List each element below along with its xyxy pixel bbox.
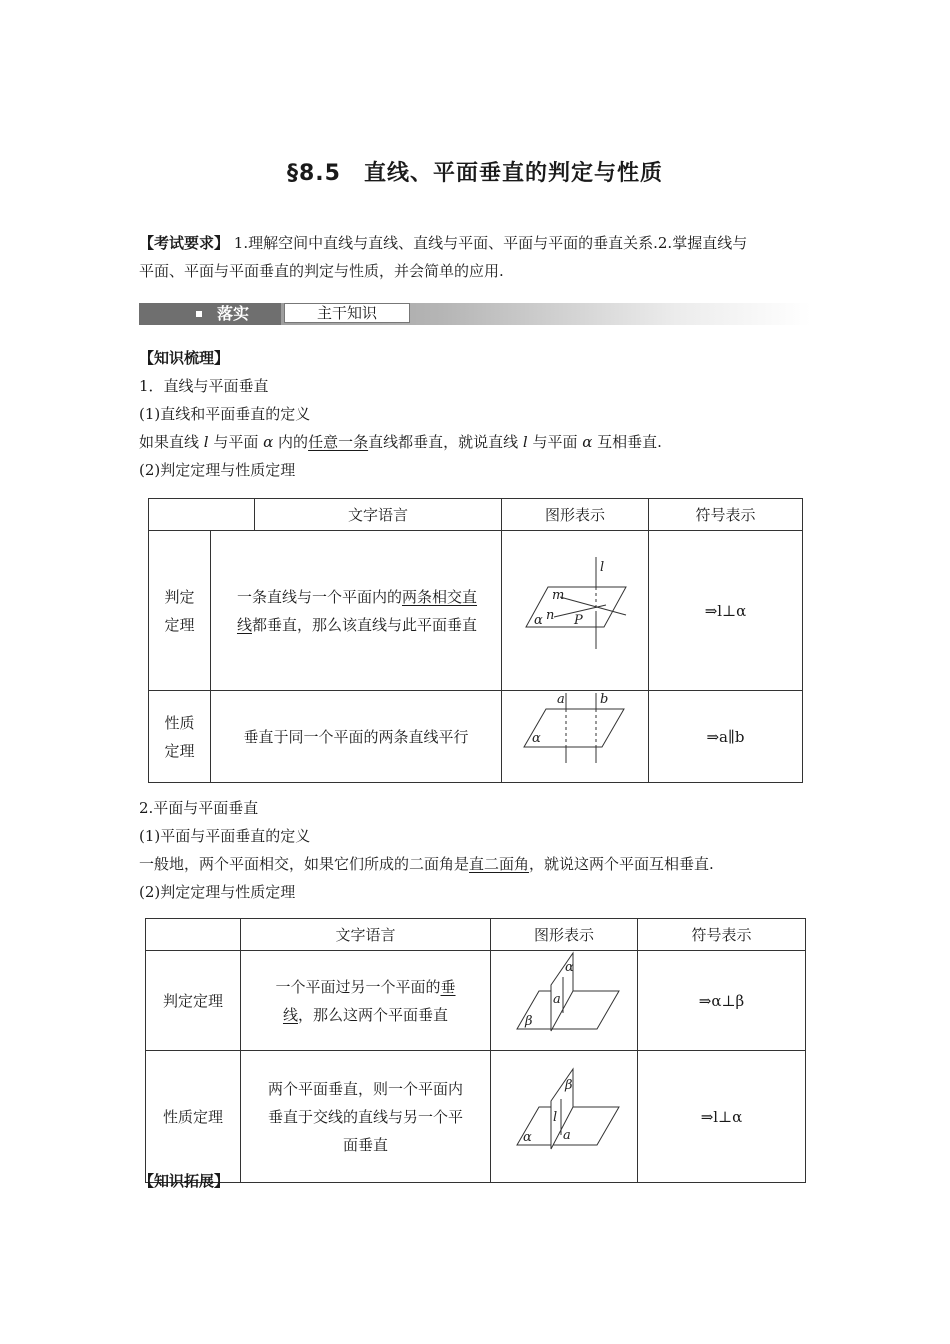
row-name: 性质定理 bbox=[146, 1051, 241, 1183]
svg-text:l: l bbox=[553, 1110, 558, 1125]
plane-plane-property-figure bbox=[491, 1051, 638, 1173]
svg-text:α: α bbox=[532, 731, 541, 746]
section-banner bbox=[139, 301, 811, 327]
requirements-label: 【考试要求】 bbox=[139, 234, 230, 252]
section-1 bbox=[139, 344, 819, 484]
header-symbol: 符号表示 bbox=[638, 919, 806, 951]
header-symbol: 符号表示 bbox=[649, 499, 803, 531]
row-figure bbox=[491, 1051, 638, 1183]
svg-text:β: β bbox=[565, 1078, 573, 1093]
keyword-any-one: 任意一条 bbox=[308, 433, 369, 451]
svg-text:a: a bbox=[553, 992, 561, 1007]
row-text: 两个平面垂直，则一个平面内 垂直于交线的直线与另一个平 面垂直 bbox=[241, 1051, 491, 1183]
row-symbol: ⇒α⊥β bbox=[638, 951, 806, 1051]
svg-text:α: α bbox=[534, 613, 543, 628]
row-figure bbox=[502, 691, 649, 783]
banner-dark-block bbox=[139, 303, 281, 325]
row-figure bbox=[491, 951, 638, 1051]
parallel-lines-figure bbox=[502, 691, 649, 773]
table-line-plane bbox=[148, 498, 803, 783]
requirements-line1: 1.理解空间中直线与直线、直线与平面、平面与平面的垂直关系.2.掌握直线与 bbox=[233, 234, 748, 252]
svg-text:α: α bbox=[565, 960, 574, 975]
definition-2: 一般地，两个平面相交，如果它们所成的二面角是直二面角，就说这两个平面互相垂直. bbox=[139, 855, 714, 873]
section-1-1-heading: (1)直线和平面垂直的定义 bbox=[139, 405, 311, 423]
plane-plane-judgement-figure bbox=[491, 951, 638, 1041]
keyword-right-dihedral: 直二面角 bbox=[469, 855, 530, 873]
extension-heading: 【知识拓展】 bbox=[139, 1172, 230, 1190]
header-figure: 图形表示 bbox=[491, 919, 638, 951]
svg-text:α: α bbox=[523, 1130, 532, 1145]
section-2-1-heading: (1)平面与平面垂直的定义 bbox=[139, 827, 311, 845]
banner-label-2: 主干知识 bbox=[284, 303, 410, 323]
table-header-row bbox=[146, 919, 806, 951]
table-row bbox=[146, 951, 806, 1051]
table-header-row bbox=[149, 499, 803, 531]
header-figure: 图形表示 bbox=[502, 499, 649, 531]
section-2-heading: 2.平面与平面垂直 bbox=[139, 799, 259, 817]
row-name: 判定 定理 bbox=[149, 531, 211, 691]
banner-label-1: 落实 bbox=[217, 304, 250, 323]
section-1-heading: 1．直线与平面垂直 bbox=[139, 377, 269, 395]
svg-text:a: a bbox=[563, 1128, 571, 1143]
exam-requirements bbox=[139, 229, 819, 285]
row-symbol: ⇒a∥b bbox=[649, 691, 803, 783]
table-row bbox=[149, 531, 803, 691]
section-2-2-heading: (2)判定定理与性质定理 bbox=[139, 883, 296, 901]
requirements-line2: 平面、平面与平面垂直的判定与性质，并会简单的应用. bbox=[139, 262, 504, 280]
svg-text:l: l bbox=[600, 560, 605, 575]
page-title: §8.5 直线、平面垂直的判定与性质 bbox=[287, 161, 663, 186]
row-text: 垂直于同一个平面的两条直线平行 bbox=[211, 691, 502, 783]
row-text: 一条直线与一个平面内的两条相交直 线都垂直，那么该直线与此平面垂直 bbox=[211, 531, 502, 691]
section-2 bbox=[139, 794, 819, 906]
svg-text:b: b bbox=[600, 692, 609, 707]
row-name: 判定定理 bbox=[146, 951, 241, 1051]
svg-text:β: β bbox=[525, 1014, 533, 1029]
definition-1: 如果直线 l 与平面 α 内的任意一条直线都垂直，就说直线 l 与平面 α 互相垂直. bbox=[139, 433, 662, 451]
svg-text:m: m bbox=[552, 588, 565, 603]
table-plane-plane bbox=[145, 918, 806, 1183]
section-1-2-heading: (2)判定定理与性质定理 bbox=[139, 461, 296, 479]
svg-text:n: n bbox=[546, 608, 555, 623]
row-figure bbox=[502, 531, 649, 691]
table-row bbox=[146, 1051, 806, 1183]
header-text: 文字语言 bbox=[255, 499, 502, 531]
row-text: 一个平面过另一个平面的垂 线，那么这两个平面垂直 bbox=[241, 951, 491, 1051]
knowledge-heading: 【知识梳理】 bbox=[139, 349, 230, 367]
square-bullet-icon bbox=[196, 311, 202, 317]
row-symbol: ⇒l⊥α bbox=[638, 1051, 806, 1183]
header-text: 文字语言 bbox=[241, 919, 491, 951]
header-blank bbox=[149, 499, 255, 531]
row-symbol: ⇒l⊥α bbox=[649, 531, 803, 691]
svg-text:a: a bbox=[557, 692, 565, 707]
line-plane-perpendicular-figure bbox=[502, 531, 649, 681]
row-name: 性质 定理 bbox=[149, 691, 211, 783]
header-blank bbox=[146, 919, 241, 951]
svg-text:P: P bbox=[574, 613, 583, 628]
table-row bbox=[149, 691, 803, 783]
